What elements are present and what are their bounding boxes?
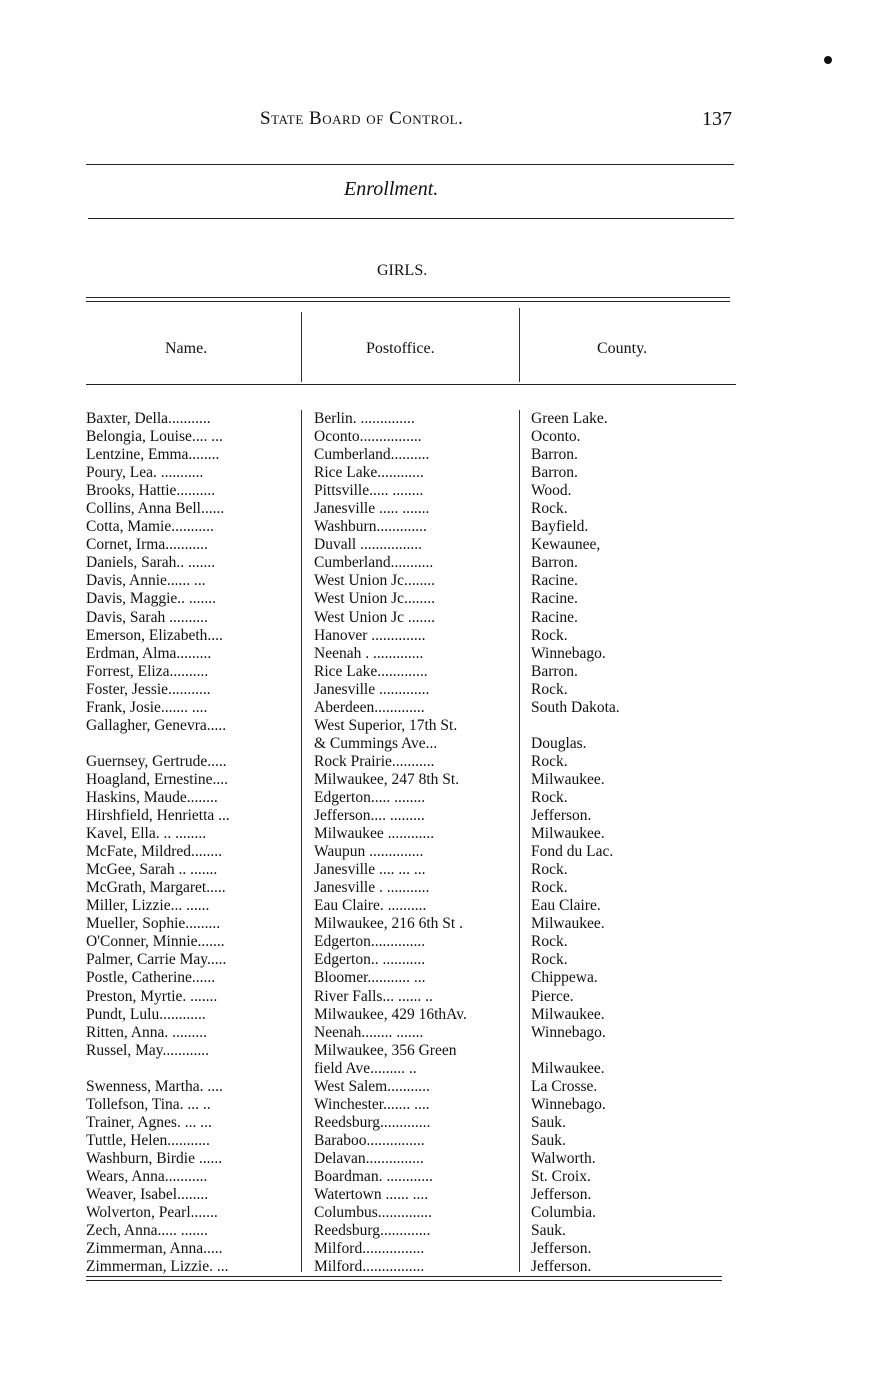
name-cell: Hoagland, Ernestine.... [86,770,229,788]
county-cell: Bayfield. [531,518,589,536]
name-cell: Erdman, Alma......... [86,644,212,662]
county-cell: Wood. [531,482,572,500]
table-row [86,1060,736,1078]
name-cell: Davis, Maggie.. ....... [86,590,217,608]
county-cell: Milwaukee. [531,770,605,788]
postoffice-cell: Waupun .............. [314,843,424,861]
postoffice-cell: Janesville .... ... ... [314,861,426,879]
name-cell: Belongia, Louise.... ... [86,428,223,446]
column-divider-1 [301,312,302,382]
name-cell: Foster, Jessie........... [86,680,211,698]
postoffice-cell: Edgerton..... ........ [314,788,426,806]
table-row [86,807,736,825]
county-cell: Jefferson. [531,1240,592,1258]
table-row [86,1096,736,1114]
postoffice-cell: Aberdeen............. [314,698,425,716]
county-cell: Racine. [531,572,578,590]
county-cell: Barron. [531,464,578,482]
name-cell: Palmer, Carrie May..... [86,951,227,969]
name-cell: Gallagher, Genevra..... [86,716,227,734]
table-row [86,627,736,645]
county-cell: Milwaukee. [531,1005,605,1023]
table-row [86,879,736,897]
name-cell: Tuttle, Helen........... [86,1131,210,1149]
name-cell: Kavel, Ella. .. ........ [86,825,207,843]
table-row [86,645,736,663]
name-cell: Washburn, Birdie ...... [86,1149,223,1167]
name-cell: McGrath, Margaret..... [86,879,226,897]
county-cell: Columbia. [531,1204,597,1222]
postoffice-cell: Milwaukee, 429 16thAv. [314,1005,467,1023]
table-top-rule [86,297,730,298]
postoffice-cell: Reedsburg............. [314,1113,431,1131]
county-cell: Barron. [531,446,578,464]
table-row [86,915,736,933]
postoffice-cell: Neenah........ ....... [314,1023,424,1041]
subsection-title: GIRLS. [377,262,428,279]
table-row [86,1240,736,1258]
ink-dot-mark [824,56,832,64]
name-cell: Emerson, Elizabeth.... [86,626,223,644]
table-row [86,825,736,843]
postoffice-cell: Milford................ [314,1258,425,1276]
postoffice-cell: Rice Lake............ [314,464,424,482]
name-cell: Davis, Sarah .......... [86,608,208,626]
county-cell: Fond du Lac. [531,843,614,861]
postoffice-cell: Columbus.............. [314,1204,432,1222]
county-cell: South Dakota. [531,698,620,716]
postoffice-cell: Rock Prairie........... [314,752,435,770]
postoffice-cell: Bloomer........... ... [314,969,426,987]
county-cell: Rock. [531,500,568,518]
name-cell: Russel, May............ [86,1041,209,1059]
running-title: State Board of Control. [260,108,464,129]
header-bottom-rule [86,384,736,385]
county-cell: Milwaukee. [531,1059,605,1077]
name-cell: Tollefson, Tina. ... .. [86,1095,211,1113]
postoffice-cell: Cumberland........... [314,554,434,572]
column-header-name: Name. [165,340,208,357]
name-cell: Brooks, Hattie.......... [86,482,216,500]
table-row [86,681,736,699]
county-cell: Sauk. [531,1131,566,1149]
enrollment-table-body [86,410,736,1276]
postoffice-cell: West Union Jc........ [314,572,436,590]
table-row [86,609,736,627]
county-cell: Jefferson. [531,807,592,825]
table-row [86,933,736,951]
column-divider-2 [519,308,520,382]
postoffice-cell: Milwaukee, 247 8th St. [314,770,460,788]
name-cell: Baxter, Della........... [86,410,211,427]
table-row [86,1186,736,1204]
table-row [86,518,736,536]
postoffice-cell: Janesville ..... ....... [314,500,430,518]
name-cell: Zimmerman, Lizzie. ... [86,1258,229,1276]
table-row [86,1204,736,1222]
county-cell: Winnebago. [531,644,606,662]
name-cell: Cotta, Mamie........... [86,518,214,536]
name-cell: Lentzine, Emma........ [86,446,220,464]
postoffice-cell: Pittsville..... ........ [314,482,424,500]
county-cell: Rock. [531,879,568,897]
county-cell: Rock. [531,861,568,879]
page-number: 137 [702,108,732,130]
postoffice-cell: Janesville . ........... [314,879,430,897]
postoffice-cell: Oconto................ [314,428,422,446]
table-row [86,1150,736,1168]
county-cell: Barron. [531,554,578,572]
county-cell: Eau Claire. [531,897,601,915]
table-row [86,753,736,771]
county-cell: Kewaunee, [531,536,601,554]
table-top-rule-2 [86,301,730,302]
postoffice-cell: Milwaukee, 216 6th St . [314,915,463,933]
column-header-postoffice: Postoffice. [366,340,435,357]
name-cell: Postle, Catherine...... [86,969,216,987]
table-row [86,1078,736,1096]
county-cell: Oconto. [531,428,581,446]
name-cell: Cornet, Irma........... [86,536,208,554]
postoffice-cell: & Cummings Ave... [314,734,438,752]
table-row [86,410,736,428]
table-row [86,1222,736,1240]
table-row [86,988,736,1006]
name-cell: Miller, Lizzie... ...... [86,897,210,915]
postoffice-cell: Milford................ [314,1240,425,1258]
name-cell: Pundt, Lulu............ [86,1005,206,1023]
header-rule [86,164,734,165]
county-cell: Winnebago. [531,1023,606,1041]
postoffice-cell: Hanover .............. [314,626,426,644]
table-row [86,482,736,500]
name-cell: McFate, Mildred........ [86,843,223,861]
table-row [86,554,736,572]
name-cell: Frank, Josie....... .... [86,698,208,716]
name-cell: Wears, Anna........... [86,1167,208,1185]
running-head [0,108,896,136]
postoffice-cell: Berlin. .............. [314,410,415,427]
postoffice-cell: West Union Jc........ [314,590,436,608]
county-cell: Jefferson. [531,1258,592,1276]
postoffice-cell: Baraboo............... [314,1131,425,1149]
name-cell: Poury, Lea. ........... [86,464,204,482]
table-row [86,771,736,789]
county-cell: Rock. [531,680,568,698]
table-row [86,1168,736,1186]
name-cell: Weaver, Isabel........ [86,1186,209,1204]
name-cell: Wolverton, Pearl....... [86,1204,218,1222]
name-cell: Preston, Myrtie. ....... [86,987,218,1005]
table-row [86,717,736,735]
table-row [86,1024,736,1042]
table-row [86,1042,736,1060]
table-row [86,951,736,969]
county-cell: Milwaukee. [531,825,605,843]
postoffice-cell: West Union Jc ....... [314,608,436,626]
name-cell: Forrest, Eliza.......... [86,662,209,680]
county-cell: Rock. [531,788,568,806]
postoffice-cell: Cumberland.......... [314,446,430,464]
postoffice-cell: Edgerton.. ........... [314,951,426,969]
table-row [86,699,736,717]
table-row [86,500,736,518]
postoffice-cell: Duvall ................ [314,536,423,554]
column-header-county: County. [597,340,648,357]
county-cell: Barron. [531,662,578,680]
postoffice-cell: Milwaukee, 356 Green [314,1041,457,1059]
county-cell: Rock. [531,626,568,644]
name-cell: McGee, Sarah .. ....... [86,861,218,879]
postoffice-cell: Jefferson.... ......... [314,807,425,825]
county-cell: Rock. [531,951,568,969]
name-cell: Guernsey, Gertrude..... [86,752,227,770]
table-row [86,1006,736,1024]
table-row [86,1132,736,1150]
name-cell: Collins, Anna Bell...... [86,500,225,518]
section-title: Enrollment. [344,178,439,200]
name-cell: Zimmerman, Anna..... [86,1240,223,1258]
table-row [86,1258,736,1276]
postoffice-cell: Delavan............... [314,1149,424,1167]
name-cell: Mueller, Sophie......... [86,915,221,933]
postoffice-cell: Rice Lake............. [314,662,428,680]
section-rule [88,218,734,219]
table-bottom-rule-2 [86,1280,722,1281]
county-cell: Racine. [531,590,578,608]
table-row [86,1114,736,1132]
postoffice-cell: West Superior, 17th St. [314,716,458,734]
table-row [86,464,736,482]
name-cell: Haskins, Maude........ [86,788,218,806]
county-cell: Racine. [531,608,578,626]
table-row [86,428,736,446]
name-cell: Trainer, Agnes. ... ... [86,1113,212,1131]
table-row [86,861,736,879]
county-cell: Milwaukee. [531,915,605,933]
county-cell: Winnebago. [531,1095,606,1113]
name-cell: Zech, Anna..... ....... [86,1222,208,1240]
county-cell: La Crosse. [531,1077,598,1095]
table-row [86,897,736,915]
table-row [86,536,736,554]
postoffice-cell: Eau Claire. .......... [314,897,427,915]
county-cell: Rock. [531,933,568,951]
name-cell: Daniels, Sarah.. ....... [86,554,216,572]
postoffice-cell: Washburn............. [314,518,427,536]
county-cell: Sauk. [531,1113,566,1131]
county-cell: Walworth. [531,1149,596,1167]
table-row [86,969,736,987]
postoffice-cell: Winchester....... .... [314,1095,430,1113]
name-cell: Ritten, Anna. ......... [86,1023,207,1041]
county-cell: Rock. [531,752,568,770]
table-row [86,663,736,681]
postoffice-cell: Watertown ...... .... [314,1186,429,1204]
postoffice-cell: Boardman. ............ [314,1167,433,1185]
postoffice-cell: Reedsburg............. [314,1222,431,1240]
postoffice-cell: field Ave......... .. [314,1059,417,1077]
postoffice-cell: Janesville ............. [314,680,430,698]
postoffice-cell: West Salem........... [314,1077,430,1095]
postoffice-cell: Edgerton.............. [314,933,426,951]
table-row [86,590,736,608]
name-cell: Hirshfield, Henrietta ... [86,807,230,825]
table-row [86,735,736,753]
county-cell: Jefferson. [531,1186,592,1204]
table-bottom-rule [86,1276,722,1277]
county-cell: Douglas. [531,734,587,752]
name-cell: O'Conner, Minnie....... [86,933,225,951]
county-cell: St. Croix. [531,1167,591,1185]
county-cell: Chippewa. [531,969,598,987]
county-cell: Green Lake. [531,410,608,427]
county-cell: Pierce. [531,987,574,1005]
table-row [86,789,736,807]
name-cell: Davis, Annie...... ... [86,572,206,590]
postoffice-cell: Milwaukee ............ [314,825,435,843]
postoffice-cell: Neenah . ............. [314,644,424,662]
county-cell: Sauk. [531,1222,566,1240]
table-row [86,446,736,464]
name-cell: Swenness, Martha. .... [86,1077,223,1095]
table-row [86,572,736,590]
table-row [86,843,736,861]
postoffice-cell: River Falls... ...... .. [314,987,433,1005]
